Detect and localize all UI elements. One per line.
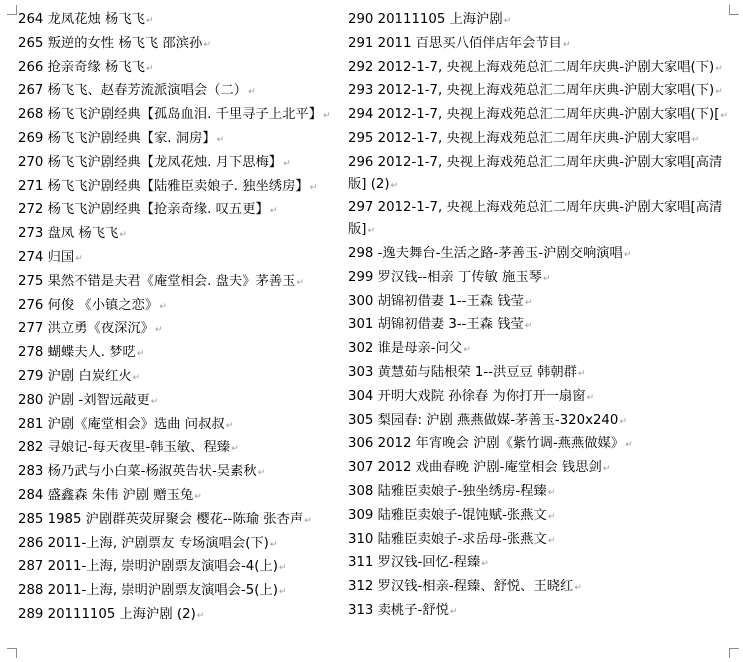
page-corner-mark bbox=[7, 5, 17, 15]
paragraph-mark-icon bbox=[574, 583, 582, 593]
paragraph-mark-icon bbox=[248, 87, 256, 97]
paragraph-mark-icon bbox=[625, 440, 633, 450]
list-item: 311 罗汉钱-回忆-程臻 ↵ bbox=[348, 552, 740, 576]
list-item: 309 陆雅臣卖娘子-馄饨赋-张燕文 ↵ bbox=[348, 505, 740, 529]
paragraph-mark-icon bbox=[155, 325, 163, 335]
paragraph-mark-icon bbox=[463, 345, 471, 355]
paragraph-mark-icon bbox=[391, 181, 399, 191]
list-item: 302 谁是母亲-问父 ↵ bbox=[348, 338, 740, 362]
list-item: 279 沪剧 白炭红火 ↵ bbox=[18, 366, 338, 390]
paragraph-mark-icon bbox=[151, 397, 159, 407]
left-column bbox=[18, 9, 338, 628]
paragraph-mark-icon bbox=[75, 254, 83, 264]
list-item: 295 2012-1-7, 央视上海戏苑总汇二周年庆典-沪剧大家唱 ↵ bbox=[348, 128, 740, 152]
paragraph-mark-icon bbox=[279, 563, 287, 573]
list-item: 270 杨飞飞沪剧经典【龙凤花烛. 月下思梅】 ↵ bbox=[18, 152, 338, 176]
paragraph-mark-icon bbox=[203, 40, 211, 50]
list-item: 313 卖桃子-舒悦 ↵ bbox=[348, 600, 740, 624]
list-item: 308 陆雅臣卖娘子-独坐绣房-程臻 ↵ bbox=[348, 481, 740, 505]
list-item: 278 蝴蝶夫人. 梦呓 ↵ bbox=[18, 342, 338, 366]
paragraph-mark-icon bbox=[258, 468, 266, 478]
list-item: 304 开明大戏院 孙徐春 为你打开一扇窗 ↵ bbox=[348, 386, 740, 410]
paragraph-mark-icon bbox=[146, 64, 154, 74]
paragraph-mark-icon bbox=[578, 369, 586, 379]
paragraph-mark-icon bbox=[525, 298, 533, 308]
list-item: 274 归国 ↵ bbox=[18, 247, 338, 271]
paragraph-mark-icon bbox=[450, 607, 458, 617]
paragraph-mark-icon bbox=[146, 16, 154, 26]
list-item: 305 梨园春: 沪剧 燕燕做媒-茅善玉-320x240 ↵ bbox=[348, 410, 740, 434]
list-item: 296 2012-1-7, 央视上海戏苑总汇二周年庆典-沪剧大家唱[高清版] (2) ↵ bbox=[348, 152, 740, 198]
page-corner-mark bbox=[7, 648, 17, 658]
list-item: 273 盘凤 杨飞飞 ↵ bbox=[18, 223, 338, 247]
list-item: 299 罗汉钱--相亲 丁传敏 施玉琴 ↵ bbox=[348, 267, 740, 291]
paragraph-mark-icon bbox=[197, 611, 205, 621]
list-item: 277 洪立勇《夜深沉》 ↵ bbox=[18, 318, 338, 342]
paragraph-mark-icon bbox=[715, 87, 723, 97]
paragraph-mark-icon bbox=[159, 302, 167, 312]
list-item: 266 抢亲奇缘 杨飞飞 ↵ bbox=[18, 57, 338, 81]
list-item: 312 罗汉钱-相亲-程臻、舒悦、王晓红 ↵ bbox=[348, 576, 740, 600]
paragraph-mark-icon bbox=[323, 111, 331, 121]
list-item: 306 2012 年宵晚会 沪剧《紫竹调-燕燕做媒》 ↵ bbox=[348, 433, 740, 457]
paragraph-mark-icon bbox=[296, 278, 304, 288]
paragraph-mark-icon bbox=[137, 349, 145, 359]
paragraph-mark-icon bbox=[504, 16, 512, 26]
paragraph-mark-icon bbox=[548, 536, 556, 546]
paragraph-mark-icon bbox=[194, 492, 202, 502]
paragraph-mark-icon bbox=[624, 250, 632, 260]
paragraph-mark-icon bbox=[270, 540, 278, 550]
paragraph-mark-icon bbox=[481, 559, 489, 569]
paragraph-mark-icon bbox=[563, 40, 571, 50]
list-item: 291 2011 百思买八佰伴店年会节目 ↵ bbox=[348, 33, 740, 57]
list-item: 268 杨飞飞沪剧经典【孤岛血泪. 千里寻子上北平】 ↵ bbox=[18, 104, 338, 128]
list-item: 275 果然不错是夫君《庵堂相会. 盘夫》茅善玉 ↵ bbox=[18, 271, 338, 295]
list-item: 288 2011-上海, 崇明沪剧票友演唱会-5(上) ↵ bbox=[18, 580, 338, 604]
paragraph-mark-icon bbox=[217, 135, 225, 145]
list-item: 287 2011-上海, 崇明沪剧票友演唱会-4(上) ↵ bbox=[18, 556, 338, 580]
list-item: 285 1985 沪剧群英荧屏聚会 樱花--陈瑜 张杏声 ↵ bbox=[18, 509, 338, 533]
paragraph-mark-icon bbox=[715, 64, 723, 74]
list-item: 298 -逸夫舞台-生活之路-茅善玉-沪剧交响演唱 ↵ bbox=[348, 243, 740, 267]
paragraph-mark-icon bbox=[692, 135, 700, 145]
paragraph-mark-icon bbox=[304, 516, 312, 526]
paragraph-mark-icon bbox=[226, 421, 234, 431]
paragraph-mark-icon bbox=[133, 373, 141, 383]
list-item: 271 杨飞飞沪剧经典【陆雅臣卖娘子. 独坐绣房】 ↵ bbox=[18, 176, 338, 200]
list-item: 307 2012 戏曲春晚 沪剧-庵堂相会 钱思剑 ↵ bbox=[348, 457, 740, 481]
list-item: 269 杨飞飞沪剧经典【家. 洞房】 ↵ bbox=[18, 128, 338, 152]
paragraph-mark-icon bbox=[119, 230, 127, 240]
list-item: 303 黄慧茹与陆根荣 1--洪豆豆 韩朝群 ↵ bbox=[348, 362, 740, 386]
list-item: 300 胡锦初借妻 1--王森 钱莹 ↵ bbox=[348, 291, 740, 315]
paragraph-mark-icon bbox=[270, 206, 278, 216]
paragraph-mark-icon bbox=[368, 226, 376, 236]
list-item: 281 沪剧《庵堂相会》选曲 问叔叔 ↵ bbox=[18, 414, 338, 438]
list-item: 292 2012-1-7, 央视上海戏苑总汇二周年庆典-沪剧大家唱(下) ↵ bbox=[348, 57, 740, 81]
list-item: 310 陆雅臣卖娘子-求岳母-张燕文 ↵ bbox=[348, 529, 740, 553]
list-item: 283 杨乃武与小白菜-杨淑英告状-吴素秋 ↵ bbox=[18, 461, 338, 485]
list-item: 282 寻娘记-每天夜里-韩玉敏、程臻 ↵ bbox=[18, 437, 338, 461]
list-item: 280 沪剧 -刘智远敲更 ↵ bbox=[18, 390, 338, 414]
list-item: 293 2012-1-7, 央视上海戏苑总汇二周年庆典-沪剧大家唱(下) ↵ bbox=[348, 80, 740, 104]
paragraph-mark-icon bbox=[619, 417, 627, 427]
paragraph-mark-icon bbox=[310, 183, 318, 193]
paragraph-mark-icon bbox=[548, 512, 556, 522]
list-item: 286 2011-上海, 沪剧票友 专场演唱会(下) ↵ bbox=[18, 533, 338, 557]
list-item: 297 2012-1-7, 央视上海戏苑总汇二周年庆典-沪剧大家唱[高清版] ↵ bbox=[348, 197, 740, 243]
list-item: 264 龙凤花烛 杨飞飞 ↵ bbox=[18, 9, 338, 33]
paragraph-mark-icon bbox=[279, 587, 287, 597]
page-corner-mark bbox=[729, 648, 739, 658]
list-item: 284 盛鑫森 朱伟 沪剧 赠玉兔 ↵ bbox=[18, 485, 338, 509]
paragraph-mark-icon bbox=[587, 393, 595, 403]
list-item: 289 20111105 上海沪剧 (2) ↵ bbox=[18, 604, 338, 628]
list-item: 276 何俊 《小镇之恋》 ↵ bbox=[18, 295, 338, 319]
paragraph-mark-icon bbox=[525, 321, 533, 331]
paragraph-mark-icon bbox=[603, 464, 611, 474]
paragraph-mark-icon bbox=[231, 444, 239, 454]
list-item: 290 20111105 上海沪剧 ↵ bbox=[348, 9, 740, 33]
list-item: 267 杨飞飞、赵春芳流派演唱会（二） ↵ bbox=[18, 80, 338, 104]
paragraph-mark-icon bbox=[720, 111, 728, 121]
paragraph-mark-icon bbox=[548, 488, 556, 498]
list-item: 301 胡锦初借妻 3--王森 钱莹 ↵ bbox=[348, 314, 740, 338]
list-item: 294 2012-1-7, 央视上海戏苑总汇二周年庆典-沪剧大家唱(下)[ ↵ bbox=[348, 104, 740, 128]
paragraph-mark-icon bbox=[283, 159, 291, 169]
paragraph-mark-icon bbox=[543, 274, 551, 284]
right-column bbox=[348, 9, 740, 624]
list-item: 265 叛逆的女性 杨飞飞 邵滨孙 ↵ bbox=[18, 33, 338, 57]
list-item: 272 杨飞飞沪剧经典【抢亲奇缘. 叹五更】 ↵ bbox=[18, 199, 338, 223]
